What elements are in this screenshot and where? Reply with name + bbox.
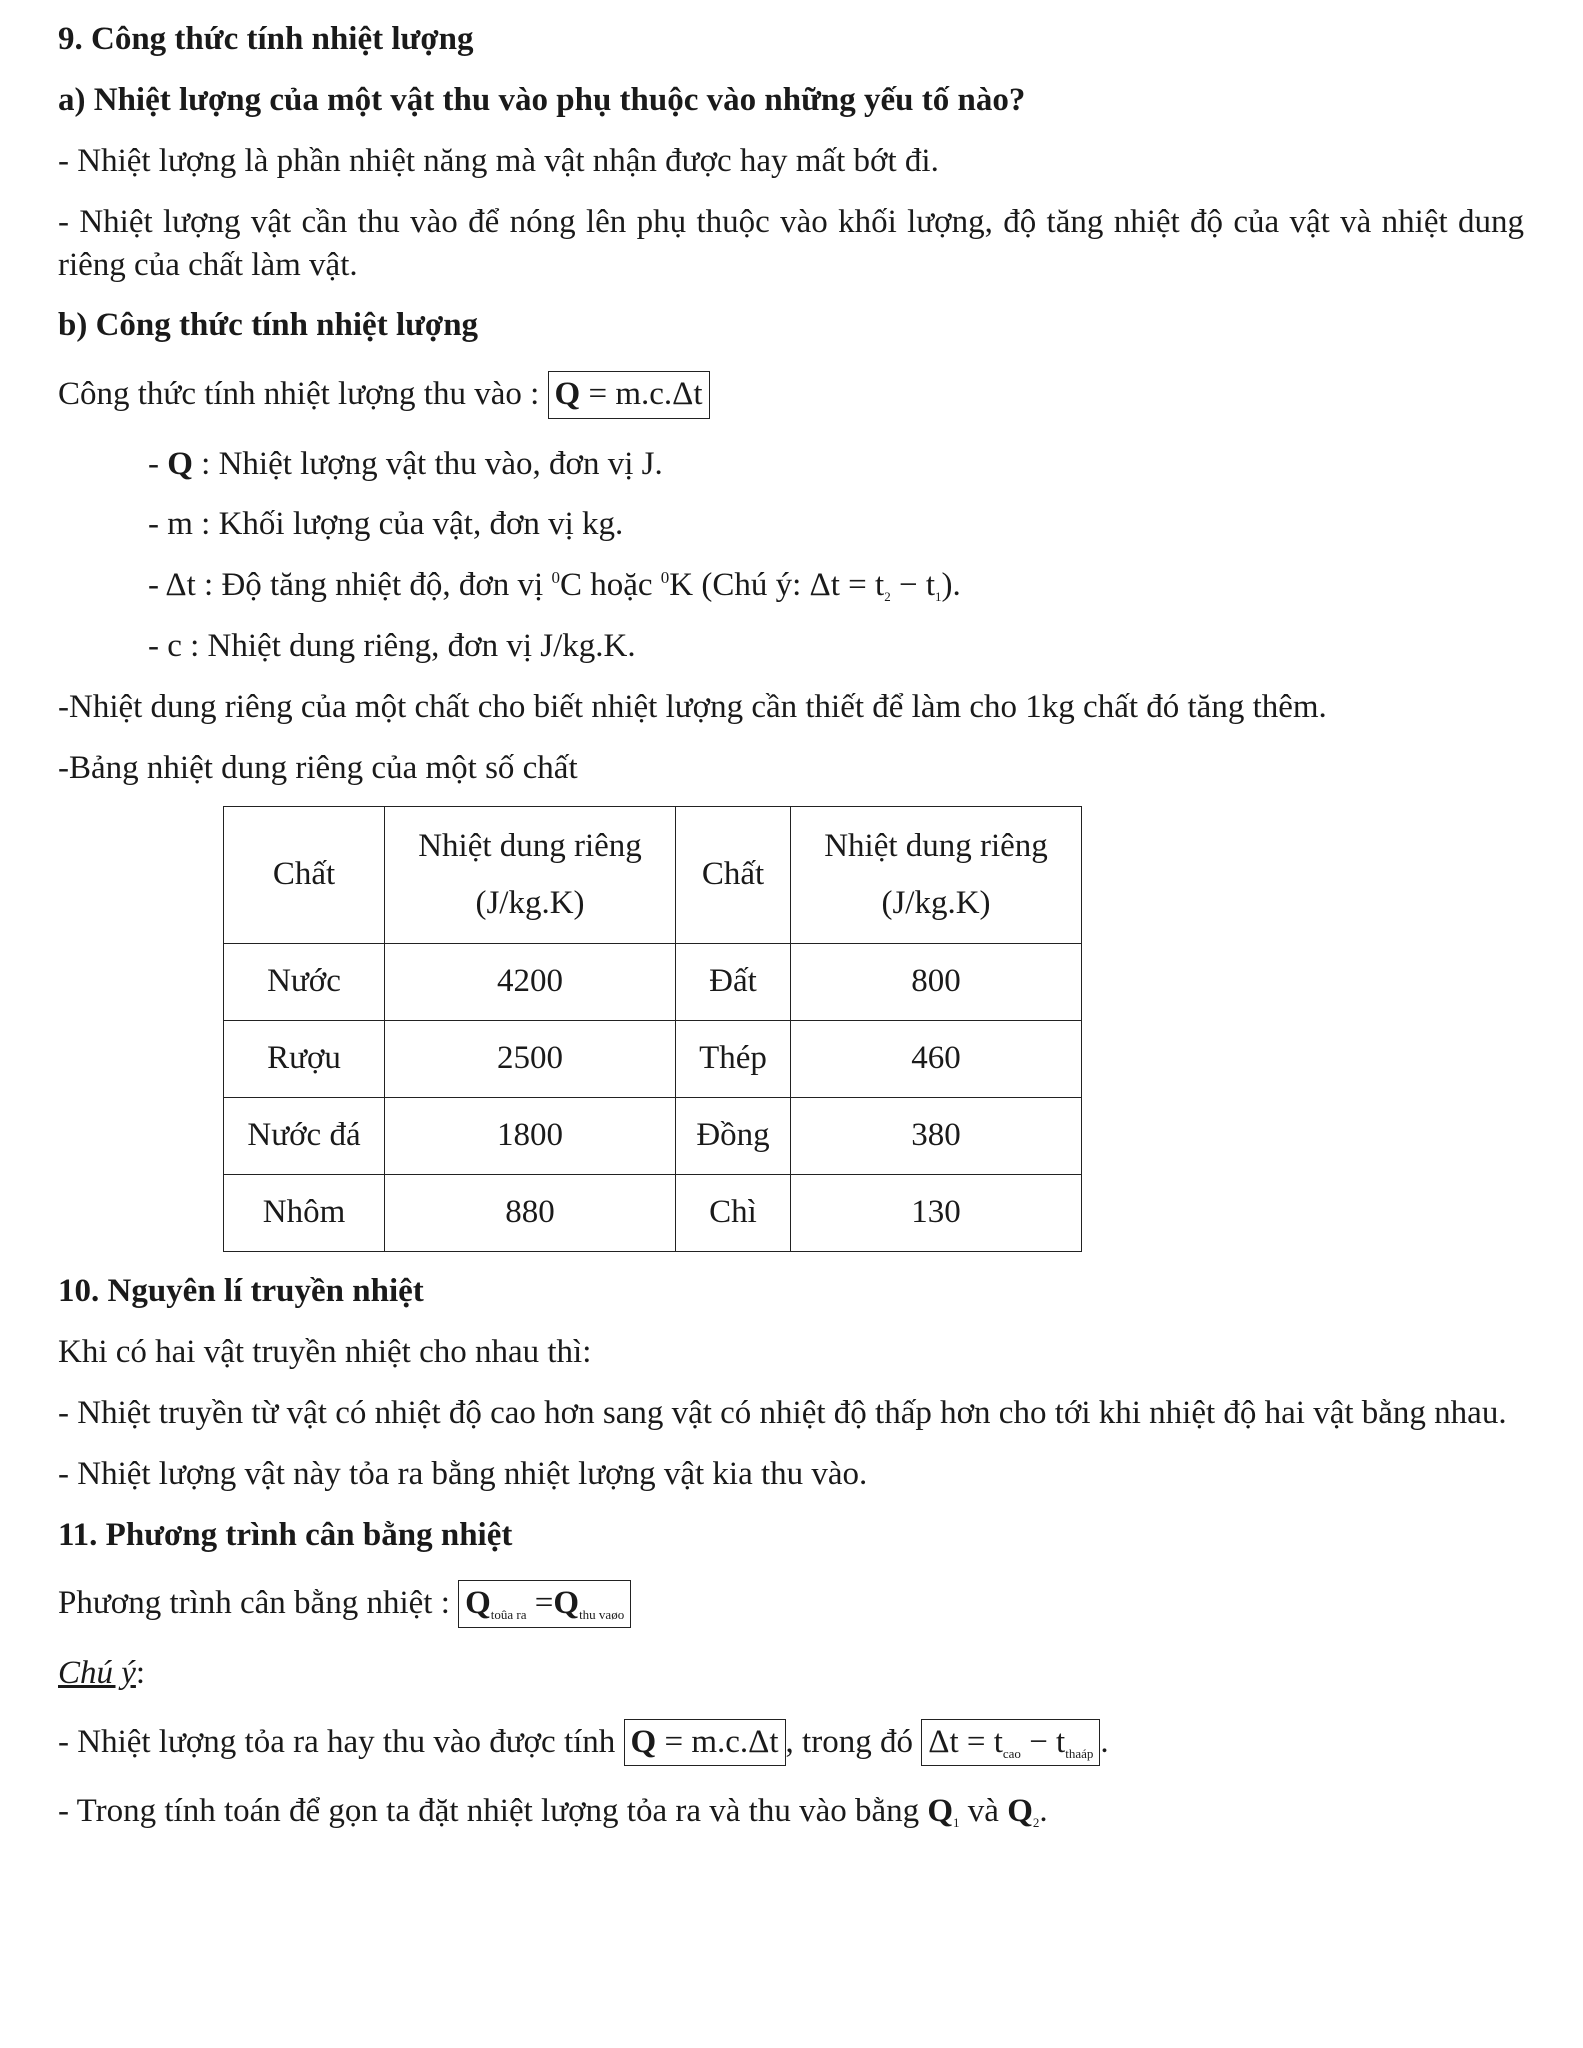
- note-line-2: - Trong tính toán để gọn ta đặt nhiệt lượng tỏa ra và thu vào bằng $Q_1$ và $Q_2$.: [58, 1792, 1048, 1830]
- formula-rest: = m.c.Δt: [580, 376, 703, 413]
- table-cell: 380: [791, 1097, 1082, 1174]
- note-line-1: - Nhiệt lượng tỏa ra hay thu vào được tính Q = m.c.Δt , trong đó $\Delta t = t_{cao} - t_{thaáp}$ .: [58, 1719, 1524, 1766]
- note-label: Chú ý: [58, 1654, 136, 1691]
- table-cell: Thép: [676, 1020, 791, 1097]
- table-row: [224, 1097, 1082, 1174]
- dt-e: ).: [941, 567, 961, 604]
- table-cell: Nước đá: [224, 1097, 385, 1174]
- definition-paragraph: -Nhiệt dung riêng của một chất cho biết nhiệt lượng cần thiết để làm cho 1kg chất đó tăng thêm.: [58, 689, 1327, 726]
- table-cell: 130: [791, 1174, 1082, 1251]
- note-text: - Nhiệt lượng tỏa ra hay thu vào được tính: [58, 1723, 616, 1760]
- table-cell: 880: [385, 1174, 676, 1251]
- dt-d: − t: [890, 567, 935, 604]
- variable-q: - Q : Nhiệt lượng vật thu vào, đơn vị J.: [148, 445, 663, 482]
- dt-c: K (Chú ý: Δt = t: [669, 567, 885, 604]
- header-ndr: Nhiệt dung riêng (J/kg.K): [791, 806, 1082, 943]
- table-cell: Nước: [224, 943, 385, 1020]
- paragraph: - Nhiệt lượng vật cần thu vào để nóng lên phụ thuộc vào khối lượng, độ tăng nhiệt độ của vật và nhiệt dung riêng của chất làm vật.: [58, 203, 1524, 283]
- table-cell: Nhôm: [224, 1174, 385, 1251]
- dt-b: C hoặc: [559, 567, 661, 604]
- paragraph: Khi có hai vật truyền nhiệt cho nhau thì:: [58, 1333, 592, 1370]
- note-text: - Trong tính toán để gọn ta đặt nhiệt lượng tỏa ra và thu vào bằng: [58, 1792, 928, 1829]
- q-symbol: Q: [167, 445, 193, 482]
- specific-heat-table: [223, 806, 1082, 1252]
- paragraph: - Nhiệt lượng là phần nhiệt năng mà vật nhận được hay mất bớt đi.: [58, 142, 939, 179]
- table-cell: 800: [791, 943, 1082, 1020]
- section-9a-title: a) Nhiệt lượng của một vật thu vào phụ thuộc vào những yếu tố nào?: [58, 81, 1026, 118]
- formula-line: [58, 371, 1524, 418]
- sub-toa: toûa ra: [490, 1607, 527, 1623]
- header-chat: Chất: [224, 806, 385, 943]
- table-cell: 2500: [385, 1020, 676, 1097]
- formula-box: Q = m.c.Δt: [624, 1719, 786, 1766]
- table-cell: Rượu: [224, 1020, 385, 1097]
- variable-c: - c : Nhiệt dung riêng, đơn vị J/kg.K.: [148, 628, 636, 665]
- formula-box: [548, 371, 710, 418]
- table-cell: Đồng: [676, 1097, 791, 1174]
- variable-dt: [148, 564, 1524, 607]
- q-symbol: Q: [465, 1585, 491, 1622]
- table-cell: 1800: [385, 1097, 676, 1174]
- q-symbol: Q: [553, 1585, 580, 1622]
- table-cell: 4200: [385, 943, 676, 1020]
- table-row: [224, 1020, 1082, 1097]
- sub-1: 1: [935, 589, 942, 605]
- deg-sup: 0: [551, 568, 560, 588]
- table-cell: Chì: [676, 1174, 791, 1251]
- table-row: [224, 943, 1082, 1020]
- sub-2: 2: [884, 589, 891, 605]
- equation-intro: Phương trình cân bằng nhiệt :: [58, 1585, 450, 1622]
- variable-m: - m : Khối lượng của vật, đơn vị kg.: [148, 506, 624, 543]
- note-heading: Chú ý:: [58, 1654, 146, 1691]
- sub-thu: thu vaøo: [579, 1607, 625, 1623]
- section-9b-title: b) Công thức tính nhiệt lượng: [58, 307, 479, 344]
- paragraph: - Nhiệt truyền từ vật có nhiệt độ cao hơn sang vật có nhiệt độ thấp hơn cho tới khi nhiệt độ hai vật bằng nhau.: [58, 1394, 1507, 1431]
- equals: =: [534, 1585, 554, 1622]
- table-intro: -Bảng nhiệt dung riêng của một số chất: [58, 750, 578, 787]
- equation-box: [458, 1580, 631, 1627]
- table-header-row: [224, 806, 1082, 943]
- note-text: , trong đó: [785, 1723, 913, 1760]
- section-9-title: 9. Công thức tính nhiệt lượng: [58, 21, 474, 57]
- header-ndr: Nhiệt dung riêng (J/kg.K): [385, 806, 676, 943]
- section-11-title: 11. Phương trình cân bằng nhiệt: [58, 1516, 513, 1553]
- formula-q: Q: [554, 376, 581, 413]
- dt-a: - Δt : Độ tăng nhiệt độ, đơn vị: [148, 567, 552, 604]
- section-10-title: 10. Nguyên lí truyền nhiệt: [58, 1272, 424, 1309]
- delta-t-box: $\Delta t = t_{cao} - t_{thaáp}$: [921, 1719, 1100, 1766]
- q-desc: : Nhiệt lượng vật thu vào, đơn vị J.: [192, 445, 663, 482]
- equation-line: [58, 1580, 1524, 1627]
- table-cell: Đất: [676, 943, 791, 1020]
- table-cell: 460: [791, 1020, 1082, 1097]
- header-chat: Chất: [676, 806, 791, 943]
- document-page: [58, 18, 1524, 1833]
- formula-intro: Công thức tính nhiệt lượng thu vào :: [58, 376, 540, 413]
- deg-sup: 0: [660, 568, 670, 588]
- paragraph: - Nhiệt lượng vật này tỏa ra bằng nhiệt lượng vật kia thu vào.: [58, 1455, 868, 1492]
- table-row: [224, 1174, 1082, 1251]
